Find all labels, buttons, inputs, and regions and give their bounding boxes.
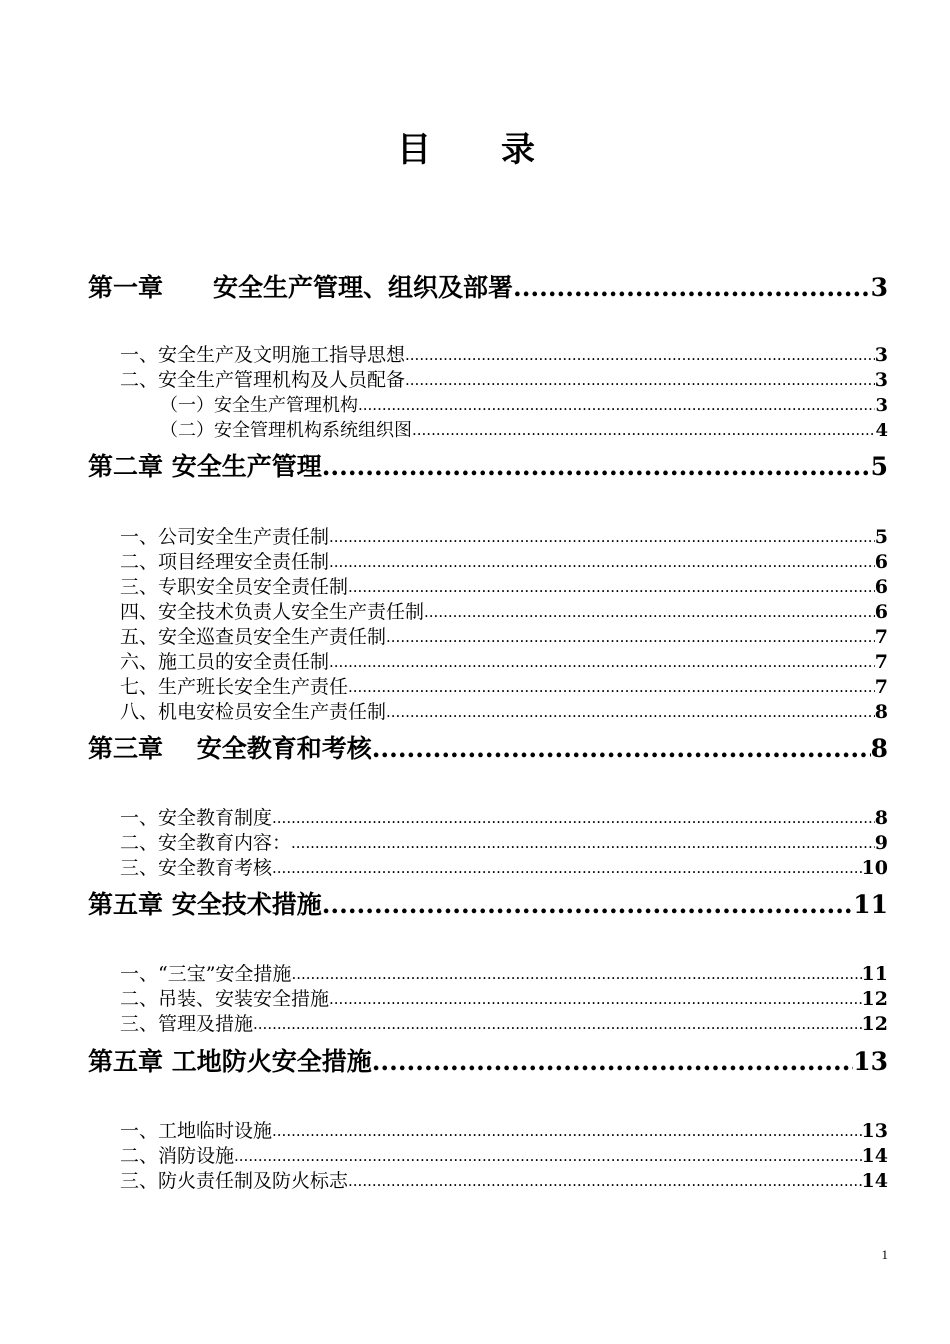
dot-leader (234, 1144, 862, 1169)
toc-page-number: 8 (874, 701, 888, 723)
dot-leader (272, 806, 875, 831)
toc-page-number: 12 (861, 1013, 888, 1035)
toc-entry-title: 四、安全技术负责人安全生产责任制 (120, 601, 425, 623)
toc-page-number: 11 (853, 890, 888, 919)
toc-entry[interactable] (120, 831, 888, 856)
dot-leader (358, 393, 875, 418)
toc-page-number: 13 (861, 1120, 888, 1142)
toc-entry-title: 一、“三宝”安全措施 (120, 963, 292, 985)
dot-leader (513, 271, 871, 305)
toc-entry-title: 三、防火责任制及防火标志 (120, 1170, 349, 1192)
toc-entry-title: 六、施工员的安全责任制 (120, 651, 330, 673)
toc-entry[interactable] (120, 1012, 888, 1037)
toc-entry[interactable] (120, 806, 888, 831)
toc-page-number: 11 (861, 963, 888, 985)
toc-entry-title: 七、生产班长安全生产责任 (120, 676, 349, 698)
toc-entry[interactable] (120, 700, 888, 725)
toc-entry-title: （二）安全管理机构系统组织图 (160, 420, 412, 441)
toc-page-number: 14 (861, 1145, 888, 1167)
toc-entry[interactable] (120, 550, 888, 575)
toc-page-number: 6 (874, 601, 888, 623)
toc-chapter-title: 第五章 工地防火安全措施 (88, 1047, 372, 1076)
toc-page-number: 3 (874, 344, 888, 366)
toc-entry[interactable] (120, 368, 888, 393)
toc-entry[interactable] (120, 675, 888, 700)
toc-entry-title: （一）安全生产管理机构 (160, 395, 358, 416)
toc-entry-title: 一、安全教育制度 (120, 807, 273, 829)
toc-entry-title: 五、安全巡查员安全生产责任制 (120, 626, 387, 648)
toc-chapter-title: 第一章 安全生产管理、组织及部署 (88, 273, 514, 302)
toc-page-number: 3 (870, 273, 888, 302)
toc-chapter-title: 第二章 安全生产管理 (88, 452, 322, 481)
dot-leader (322, 888, 853, 922)
toc-entry[interactable] (120, 962, 888, 987)
dot-leader (372, 732, 871, 766)
dot-leader (348, 575, 875, 600)
dot-leader (424, 600, 875, 625)
toc-entry[interactable] (120, 1169, 888, 1194)
toc-page-number: 7 (874, 626, 888, 648)
dot-leader (253, 1012, 862, 1037)
toc-entry[interactable] (120, 600, 888, 625)
toc-entry-title: 一、公司安全生产责任制 (120, 526, 330, 548)
toc-chapter-title: 第三章 安全教育和考核 (88, 734, 372, 763)
toc-entry-title: 二、项目经理安全责任制 (120, 551, 330, 573)
toc-entry-title: 一、工地临时设施 (120, 1120, 273, 1142)
dot-leader (386, 700, 875, 725)
toc-subentry[interactable] (160, 418, 888, 443)
dot-leader (272, 1119, 862, 1144)
toc-entry-title: 二、安全教育内容： (120, 832, 292, 854)
dot-leader (291, 962, 861, 987)
dot-leader (412, 418, 875, 443)
toc-entry[interactable] (120, 1144, 888, 1169)
toc-entry[interactable] (120, 650, 888, 675)
toc-page-number: 8 (870, 734, 888, 763)
dot-leader (348, 1169, 862, 1194)
toc-subentry[interactable] (160, 393, 888, 418)
toc-page-number: 8 (874, 807, 888, 829)
toc-page-number: 10 (861, 857, 888, 879)
toc-page-number: 13 (853, 1047, 888, 1076)
toc-page-number: 7 (874, 676, 888, 698)
dot-leader (329, 550, 875, 575)
toc-entry-title: 二、消防设施 (120, 1145, 235, 1167)
toc-chapter-title: 第五章 安全技术措施 (88, 890, 322, 919)
toc-entry[interactable] (120, 856, 888, 881)
dot-leader (329, 987, 862, 1012)
toc-entry-title: 三、管理及措施 (120, 1013, 254, 1035)
toc-page-number: 6 (874, 576, 888, 598)
dot-leader (291, 831, 875, 856)
toc-entry[interactable] (120, 525, 888, 550)
dot-leader (386, 625, 875, 650)
toc-entry-title: 二、吊装、安装安全措施 (120, 988, 330, 1010)
toc-chapter[interactable] (88, 1045, 888, 1079)
toc-page-number: 5 (870, 452, 888, 481)
toc-entry[interactable] (120, 1119, 888, 1144)
dot-leader (348, 675, 875, 700)
dot-leader (372, 1045, 853, 1079)
toc-chapter[interactable] (88, 271, 888, 305)
toc-entry[interactable] (120, 625, 888, 650)
toc-entry-title: 二、安全生产管理机构及人员配备 (120, 369, 406, 391)
dot-leader (405, 343, 875, 368)
page-title: 目 录 (397, 130, 553, 170)
toc-entry-title: 八、机电安检员安全生产责任制 (120, 701, 387, 723)
toc-page-number: 12 (861, 988, 888, 1010)
toc-page-number: 6 (874, 551, 888, 573)
dot-leader (272, 856, 862, 881)
toc-chapter[interactable] (88, 888, 888, 922)
toc-entry-title: 三、专职安全员安全责任制 (120, 576, 349, 598)
dot-leader (329, 650, 875, 675)
toc-page-number: 3 (875, 395, 888, 416)
toc-page-number: 4 (875, 420, 888, 441)
dot-leader (405, 368, 875, 393)
toc-entry[interactable] (120, 343, 888, 368)
toc-page-number: 3 (874, 369, 888, 391)
toc-entry[interactable] (120, 987, 888, 1012)
toc-chapter[interactable] (88, 732, 888, 766)
toc-entry-title: 三、安全教育考核 (120, 857, 273, 879)
footer-page-number: 1 (881, 1247, 888, 1262)
toc-entry-title: 一、安全生产及文明施工指导思想 (120, 344, 406, 366)
dot-leader (329, 525, 875, 550)
toc-page-number: 7 (874, 651, 888, 673)
toc-page-number: 9 (874, 832, 888, 854)
toc-page-number: 5 (874, 526, 888, 548)
toc-entry[interactable] (120, 575, 888, 600)
dot-leader (322, 450, 871, 484)
toc-chapter[interactable] (88, 450, 888, 484)
toc-page-number: 14 (861, 1170, 888, 1192)
